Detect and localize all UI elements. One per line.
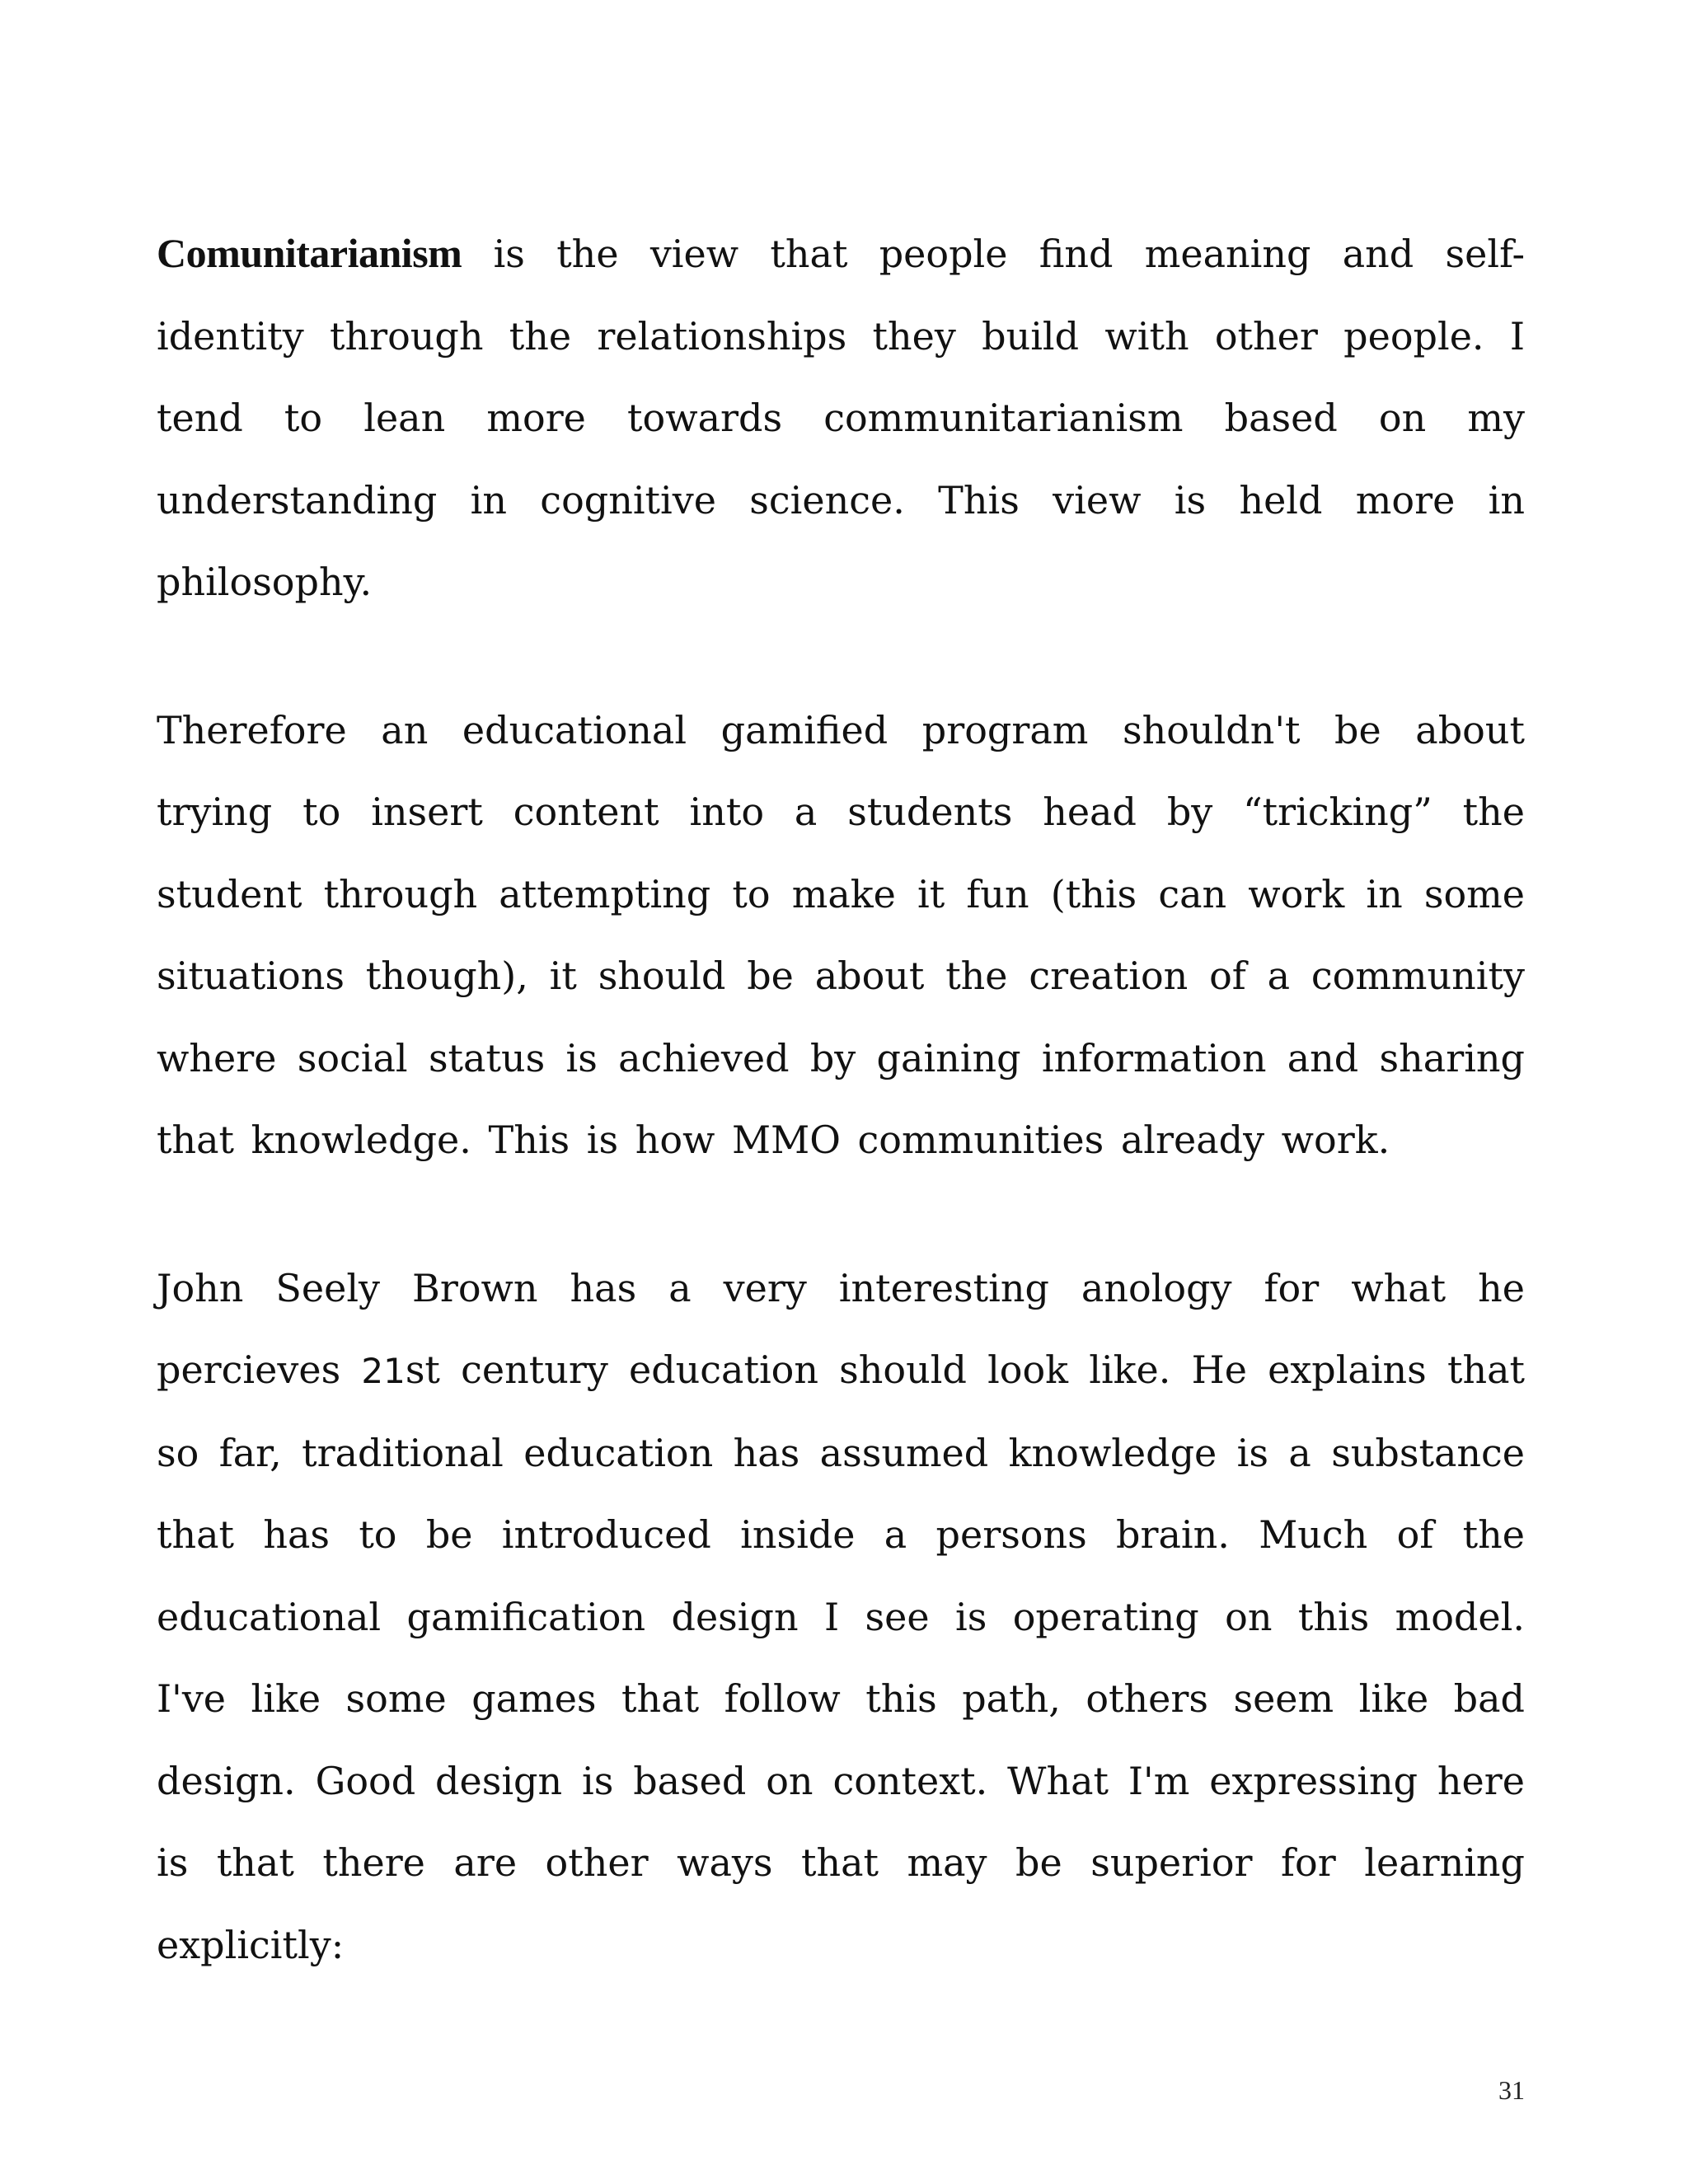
paragraph-text-end: st century education should look like. He explains that so far, traditional education has assumed knowledge is a substance that has to be introduced inside a persons brain. Much of the educational gamification design I see is operating on this model. I've like some games that follow this path, others seem like bad design. Good design is based on context. What I'm expressing here is that there are other ways that may be superior for learning explicitly: [157, 1347, 1526, 1967]
page-body [157, 213, 1525, 2052]
paragraph-text: is the view that people find meaning and self-identity through the relationships they build with other people. I tend to lean more towards communitarianism based on my understanding in cognitive science. This view is held more in philosophy. [157, 232, 1525, 604]
century-number: 21 [361, 1351, 406, 1391]
page-number: 31 [1498, 2075, 1525, 2105]
paragraph-communitarianism [157, 213, 1525, 624]
paragraph-text: Therefore an educational gamified program shouldn't be about trying to insert content into a students head by “tricking” the student through attempting to make it fun (this can work in some situations though), it should be about the creation of a community where social status is achieved by gaining information and sharing that knowledge. This is how MMO communities already work. [157, 707, 1525, 1162]
paragraph-text-start: John Seely Brown has a very interesting anology for what he percieves [157, 1265, 1525, 1392]
paragraph-john-seely-brown [157, 1248, 1525, 1987]
paragraph-gamified-program [157, 690, 1525, 1182]
defined-term: Comunitarianism [157, 230, 462, 276]
